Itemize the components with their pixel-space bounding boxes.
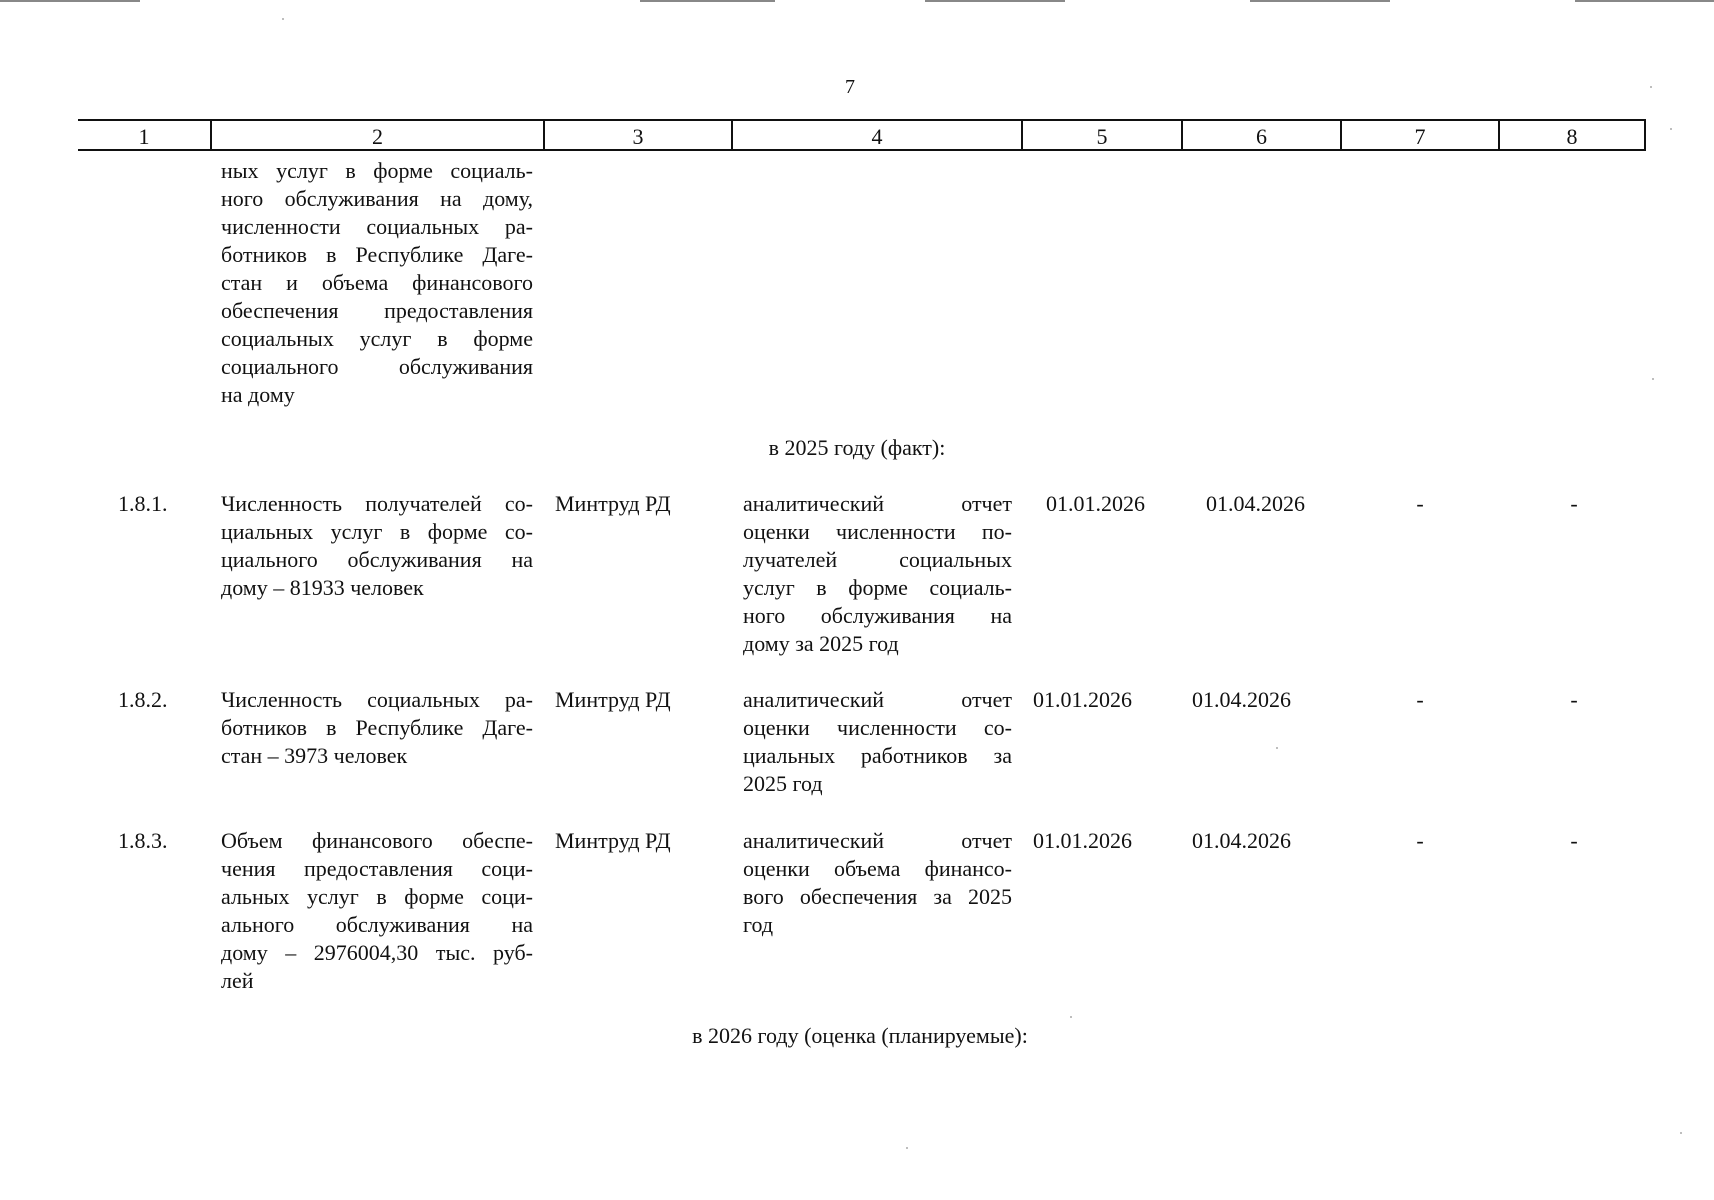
text-line: альных услуг в форме соци- — [221, 884, 533, 909]
text-line: ботников в Республике Даге- — [221, 242, 533, 267]
continuation-text — [221, 157, 533, 409]
page-number: 7 — [845, 76, 855, 98]
text-line: на дому — [221, 382, 295, 407]
section-heading-2025: в 2025 году (факт): — [768, 435, 946, 460]
row-start-date: 01.01.2026 — [1046, 491, 1145, 516]
row-col7-value: - — [1416, 687, 1424, 712]
text-line: услуг в форме социаль- — [743, 575, 1012, 600]
row-description — [221, 827, 533, 995]
scan-speck — [1652, 378, 1654, 380]
text-line: ботников в Республике Даге- — [221, 715, 533, 740]
text-line: год — [743, 912, 774, 937]
row-col7-value: - — [1416, 491, 1424, 516]
row-document — [743, 490, 1012, 658]
scan-edge-mark — [925, 0, 1065, 2]
row-end-date: 01.04.2026 — [1192, 687, 1291, 712]
text-line: лей — [221, 968, 254, 993]
text-line: циальных услуг в форме со- — [221, 519, 533, 544]
scan-speck — [1070, 1016, 1072, 1018]
row-col8-value: - — [1570, 828, 1578, 853]
text-line: аналитический отчет — [743, 491, 1012, 516]
text-line: 2025 год — [743, 771, 823, 796]
scan-edge-mark — [1575, 0, 1714, 2]
text-line: вого обеспечения за 2025 — [743, 884, 1012, 909]
header-cell: 8 — [1566, 124, 1578, 149]
row-number: 1.8.1. — [118, 491, 168, 516]
scan-edge-mark — [0, 0, 140, 2]
header-divider — [1644, 119, 1646, 151]
text-line: циальных работников за — [743, 743, 1012, 768]
text-line: оценки объема финансо- — [743, 856, 1012, 881]
text-line: циального обслуживания на — [221, 547, 533, 572]
header-cell: 3 — [632, 124, 644, 149]
text-line: обеспечения предоставления — [221, 298, 533, 323]
row-start-date: 01.01.2026 — [1033, 828, 1132, 853]
text-line: стан и объема финансового — [221, 270, 533, 295]
row-document — [743, 827, 1012, 939]
text-line: аналитический отчет — [743, 828, 1012, 853]
row-col8-value: - — [1570, 687, 1578, 712]
row-responsible-org: Минтруд РД — [555, 828, 671, 853]
text-line: ных услуг в форме социаль- — [221, 158, 533, 183]
text-line: Численность социальных ра- — [221, 687, 533, 712]
text-line: дому за 2025 год — [743, 631, 899, 656]
text-line: дому – 2976004,30 тыс. руб- — [221, 940, 533, 965]
text-line: стан – 3973 человек — [221, 743, 408, 768]
scan-speck — [1670, 128, 1672, 130]
header-cell: 1 — [138, 124, 150, 149]
text-line: дому – 81933 человек — [221, 575, 424, 600]
row-col7-value: - — [1416, 828, 1424, 853]
row-number: 1.8.2. — [118, 687, 168, 712]
scan-edge-mark — [640, 0, 775, 2]
text-line: ального обслуживания на — [221, 912, 533, 937]
scan-speck — [1276, 747, 1278, 749]
text-line: оценки численности по- — [743, 519, 1012, 544]
scan-edge-mark — [1250, 0, 1390, 2]
scan-speck — [1650, 86, 1652, 88]
text-line: оценки численности со- — [743, 715, 1012, 740]
row-end-date: 01.04.2026 — [1192, 828, 1291, 853]
table-header-row — [78, 119, 1646, 151]
text-line: аналитический отчет — [743, 687, 1012, 712]
text-line: социального обслуживания — [221, 354, 533, 379]
text-line: Объем финансового обеспе- — [221, 828, 533, 853]
scan-speck — [282, 18, 284, 20]
header-top-border — [78, 119, 1646, 121]
text-line: ного обслуживания на дому, — [221, 186, 533, 211]
row-start-date: 01.01.2026 — [1033, 687, 1132, 712]
scan-speck — [1680, 1132, 1682, 1134]
header-cell: 4 — [871, 124, 883, 149]
header-cell: 7 — [1414, 124, 1426, 149]
row-description — [221, 686, 533, 770]
row-end-date: 01.04.2026 — [1206, 491, 1305, 516]
row-number: 1.8.3. — [118, 828, 168, 853]
row-description — [221, 490, 533, 602]
row-document — [743, 686, 1012, 798]
row-responsible-org: Минтруд РД — [555, 491, 671, 516]
header-cell: 2 — [372, 124, 383, 149]
text-line: лучателей социальных — [743, 547, 1012, 572]
header-cell: 6 — [1256, 124, 1267, 149]
row-responsible-org: Минтруд РД — [555, 687, 671, 712]
scan-speck — [906, 1147, 908, 1149]
section-heading-2026: в 2026 году (оценка (планируемые): — [692, 1023, 1028, 1048]
text-line: социальных услуг в форме — [221, 326, 533, 351]
header-cell: 5 — [1096, 124, 1108, 149]
row-col8-value: - — [1570, 491, 1578, 516]
text-line: ного обслуживания на — [743, 603, 1012, 628]
text-line: чения предоставления соци- — [221, 856, 533, 881]
text-line: Численность получателей со- — [221, 491, 533, 516]
text-line: численности социальных ра- — [221, 214, 533, 239]
